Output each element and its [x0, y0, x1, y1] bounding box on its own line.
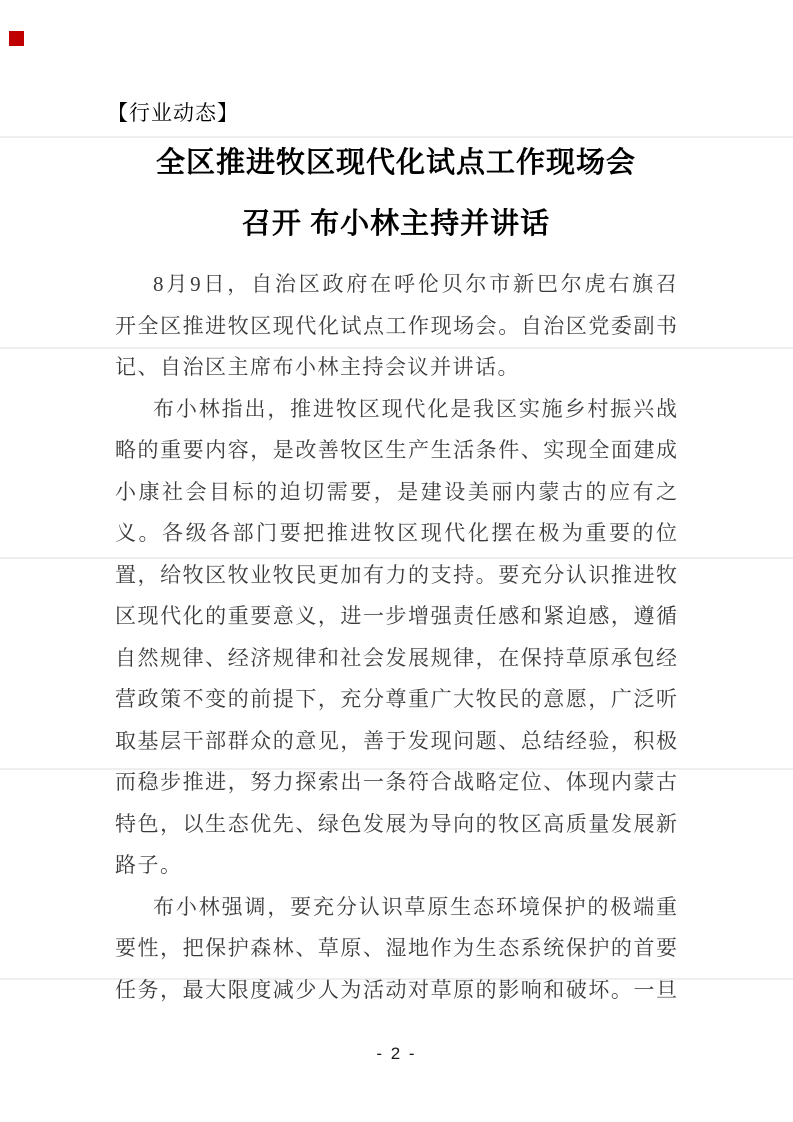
body-line: 布小林强调，要充分认识草原生态环境保护的极端重 [153, 894, 677, 919]
body-line: 路子。 [115, 853, 183, 877]
body-line: 特色，以生态优先、绿色发展为导向的牧区高质量发展新 [115, 811, 677, 836]
paragraph-3 [115, 887, 677, 1012]
body-line: 义。各级各部门要把推进牧区现代化摆在极为重要的位 [115, 521, 677, 545]
paragraph-1 [115, 264, 677, 389]
body-line: 任务，最大限度减少人为活动对草原的影响和破坏。一旦 [115, 977, 677, 1002]
body-line: 置，给牧区牧业牧民更加有力的支持。要充分认识推进牧 [115, 562, 677, 587]
red-marker-square [9, 31, 24, 46]
document-title [115, 133, 677, 255]
body-line: 自然规律、经济规律和社会发展规律，在保持草原承包经 [115, 645, 677, 670]
body-line: 布小林指出，推进牧区现代化是我区实施乡村振兴战 [153, 396, 677, 421]
page-number: - 2 - [376, 1044, 417, 1063]
body-line: 要性，把保护森林、草原、湿地作为生态系统保护的首要 [115, 936, 677, 960]
body-line: 开全区推进牧区现代化试点工作现场会。自治区党委副书 [115, 313, 677, 338]
body-line: 小康社会目标的迫切需要，是建设美丽内蒙古的应有之 [115, 479, 677, 504]
body-line: 8月9日，自治区政府在呼伦贝尔市新巴尔虎右旗召 [153, 272, 677, 296]
body-line: 区现代化的重要意义，进一步增强责任感和紧迫感，遵循 [115, 604, 677, 628]
document-body [115, 264, 677, 1011]
body-line: 取基层干部群众的意见，善于发现问题、总结经验，积极 [115, 728, 677, 753]
title-line-1: 全区推进牧区现代化试点工作现场会 [155, 147, 636, 179]
body-line: 记、自治区主席布小林主持会议并讲话。 [115, 355, 520, 379]
body-line: 营政策不变的前提下，充分尊重广大牧民的意愿，广泛听 [115, 687, 677, 711]
section-label: 【行业动态】 [107, 102, 239, 125]
title-line-2: 召开 布小林主持并讲话 [241, 208, 551, 240]
paragraph-2 [115, 389, 677, 887]
body-line: 而稳步推进，努力探索出一条符合战略定位、体现内蒙古 [115, 770, 677, 794]
body-line: 略的重要内容，是改善牧区生产生活条件、实现全面建成 [115, 438, 677, 462]
